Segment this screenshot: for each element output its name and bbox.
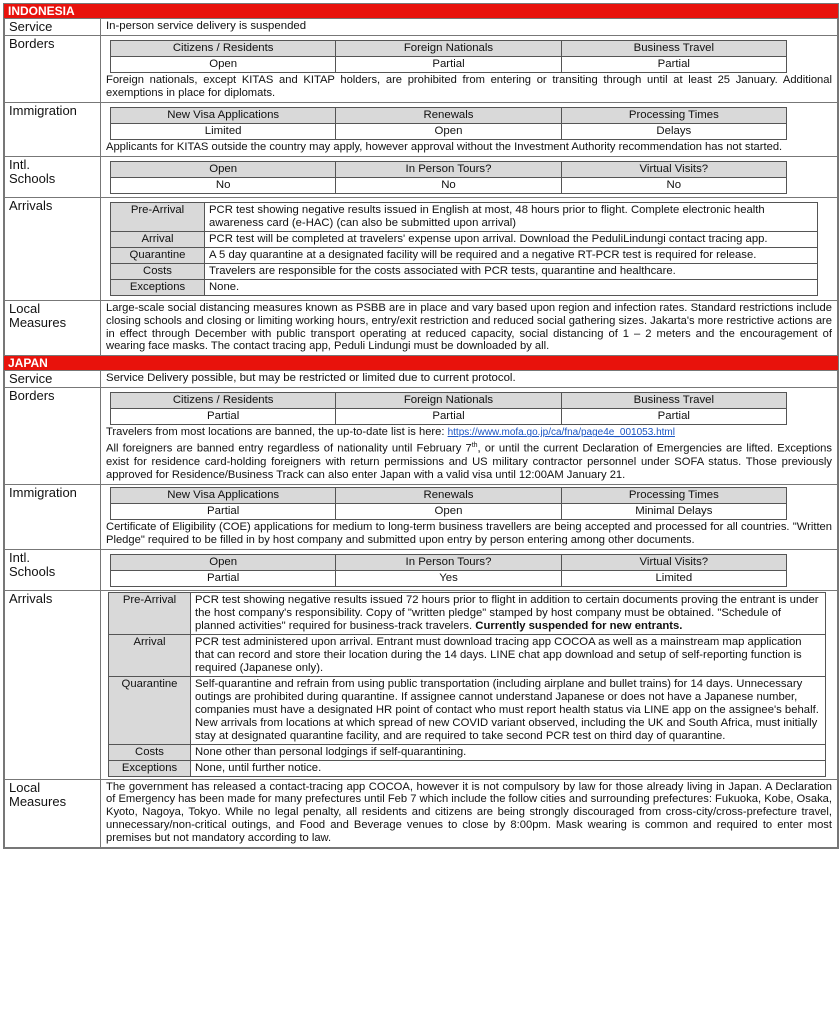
status-value: Open — [336, 123, 561, 139]
service-text: Service Delivery possible, but may be restricted or limited due to current protocol. — [101, 371, 838, 388]
indonesia-local-row — [5, 300, 838, 356]
column-header: Foreign Nationals — [336, 41, 561, 57]
arrival-step-label: Quarantine — [109, 676, 191, 744]
arrival-step-text: A 5 day quarantine at a designated facility will be required and a negative RT-PCR test is required for release. — [205, 247, 818, 263]
status-value: Open — [336, 503, 561, 519]
borders-note: Foreign nationals, except KITAS and KITAP holders, are prohibited from entering or transiting through until at least 25 January. Additional exemptions in place for diplomats. — [106, 74, 832, 99]
row-label: Immigration — [5, 102, 101, 156]
arrival-step-label: Costs — [111, 263, 205, 279]
status-value: Partial — [111, 570, 336, 586]
arrival-step-label: Exceptions — [111, 279, 205, 295]
row-label: Borders — [5, 36, 101, 103]
country-header-japan: JAPAN — [4, 356, 838, 371]
status-value: Partial — [561, 409, 786, 425]
arrival-step-text: Travelers are responsible for the costs associated with PCR tests, quarantine and healthcare. — [205, 263, 818, 279]
service-text: In-person service delivery is suspended — [101, 19, 838, 36]
status-value: No — [336, 177, 561, 193]
status-value: Open — [111, 57, 336, 73]
arrival-step-label: Quarantine — [111, 247, 205, 263]
column-header: Virtual Visits? — [561, 161, 786, 177]
arrival-step-label: Arrival — [109, 634, 191, 676]
japan-schools-row — [5, 549, 838, 590]
column-header: Renewals — [336, 487, 561, 503]
mofa-link[interactable]: https://www.mofa.go.jp/ca/fna/page4e_001053.html — [447, 427, 675, 439]
arrival-step-label: Arrival — [111, 231, 205, 247]
arrival-step-label: Pre-Arrival — [109, 592, 191, 634]
column-header: Open — [111, 554, 336, 570]
borders-note-detail: All foreigners are banned entry regardless of nationality until February 7th, or until the current Declaration of Emergencies are lifted. Exceptions exist for residence card-holding foreigners with return permissions and US military contractor personnel under SOFA status. Those previously approved for Residence/Business Track can also enter Japan with a valid visa until 12:00AM January 21. — [106, 442, 832, 481]
status-value: Partial — [336, 57, 561, 73]
country-header-indonesia: INDONESIA — [4, 4, 838, 19]
suspended-notice: Currently suspended for new entrants. — [475, 619, 683, 632]
japan-borders-row — [5, 388, 838, 484]
indonesia-table — [4, 19, 838, 356]
arrivals-table — [108, 592, 826, 777]
row-label: Local Measures — [5, 779, 101, 848]
arrival-step-text: PCR test will be completed at travelers' expense upon arrival. Download the PeduliLindungi contact tracing app. — [205, 231, 818, 247]
arrival-step-label: Pre-Arrival — [111, 202, 205, 231]
row-label: Intl. Schools — [5, 156, 101, 197]
japan-immigration-row — [5, 484, 838, 549]
row-label: Service — [5, 371, 101, 388]
japan-service-row — [5, 371, 838, 388]
column-header: Citizens / Residents — [111, 393, 336, 409]
status-value: No — [111, 177, 336, 193]
status-value: Partial — [111, 503, 336, 519]
status-value: Delays — [561, 123, 786, 139]
column-header: New Visa Applications — [111, 487, 336, 503]
local-measures-text: Large-scale social distancing measures known as PSBB are in place and vary based upon region and infection rates. Standard restrictions include closing schools and closing or limiting working hours, entry/exit restriction and reduced social gathering sizes. Jakarta's more restrictive actions are in effect through December with public transport operating at reduced capacity, social distancing of 1 – 2 meters and the encouragement of wearing face masks. The contact tracing app, Peduli Lindungi must be downloaded by all. — [106, 301, 832, 353]
schools-status-table — [110, 161, 787, 194]
status-value: No — [561, 177, 786, 193]
row-label: Arrivals — [5, 590, 101, 779]
immigration-status-table — [110, 487, 787, 520]
status-value: Limited — [561, 570, 786, 586]
arrivals-table — [110, 202, 818, 296]
column-header: Citizens / Residents — [111, 41, 336, 57]
indonesia-service-row — [5, 19, 838, 36]
column-header: In Person Tours? — [336, 554, 561, 570]
status-value: Yes — [336, 570, 561, 586]
status-value: Limited — [111, 123, 336, 139]
status-value: Partial — [561, 57, 786, 73]
arrival-step-text: PCR test administered upon arrival. Entrant must download tracing app COCOA as well as a mainstream map application that can record and store their location during the 14 days. LINE chat app download and setup of self-reporting function is required (Japanese only). — [191, 634, 826, 676]
arrival-step-text: None, until further notice. — [191, 760, 826, 776]
status-value: Minimal Delays — [561, 503, 786, 519]
column-header: Renewals — [336, 107, 561, 123]
indonesia-borders-row — [5, 36, 838, 103]
row-label: Service — [5, 19, 101, 36]
column-header: Business Travel — [561, 41, 786, 57]
indonesia-schools-row — [5, 156, 838, 197]
arrival-step-text: PCR test showing negative results issued 72 hours prior to flight in addition to certain documents proving the entrant is under the host company's responsibility. Copy of "written pledge" stamped by host company must be obtained. "Schedule of planned activities" required for business-track travelers. Currently suspended for new entrants. — [191, 592, 826, 634]
column-header: Processing Times — [561, 487, 786, 503]
local-measures-text: The government has released a contact-tracing app COCOA, however it is not compulsory by law for those already living in Japan. A Declaration of Emergency has been made for many prefectures until Feb 7 which include the follow cities and surrounding prefectures: Fukuoka, Kobe, Osaka, Kyoto, Nagoya, Tokyo. While no legal penalty, all residents and citizens are being strongly discouraged from cross-city/cross-prefecture travel, unnecessary/non-critical outings, and Food and Beverage venues to close by 8:00pm. Mask wearing is common and required to enter most premises but not mandatory according to law. — [106, 780, 832, 845]
arrival-step-text: Self-quarantine and refrain from using public transportation (including airplane and bullet trains) for 14 days. Unnecessary outings are prohibited during quarantine. If assignee cannot understand Japanese or does not have a Japanese number, companies must have a designated HR point of contact who must report health status via LINE app on the assignee's behalf. New arrivals from locations at which spread of new COVID variant observed, including the UK and South Africa, must initially stay at designated quarantine facility, and are required to take second PCR test on third day of quarantine. — [191, 676, 826, 744]
arrival-step-text: PCR test showing negative results issued in English at most, 48 hours prior to flight. Complete electronic health awareness card (e-HAC) (can also be submitted upon arrival) — [205, 202, 818, 231]
immigration-status-table — [110, 107, 787, 140]
row-label: Local Measures — [5, 300, 101, 356]
schools-status-table — [110, 554, 787, 587]
indonesia-arrivals-row — [5, 197, 838, 300]
arrival-step-text: None other than personal lodgings if self-quarantining. — [191, 744, 826, 760]
row-label: Immigration — [5, 484, 101, 549]
status-value: Partial — [111, 409, 336, 425]
column-header: Business Travel — [561, 393, 786, 409]
japan-arrivals-row — [5, 590, 838, 779]
column-header: Foreign Nationals — [336, 393, 561, 409]
borders-status-table — [110, 392, 787, 425]
travel-restrictions-document — [3, 3, 839, 849]
japan-table — [4, 371, 838, 848]
arrival-step-text: None. — [205, 279, 818, 295]
column-header: Open — [111, 161, 336, 177]
immigration-note: Applicants for KITAS outside the country may apply, however approval without the Investment Authority recommendation has not started. — [106, 140, 783, 153]
row-label: Borders — [5, 388, 101, 484]
column-header: In Person Tours? — [336, 161, 561, 177]
arrival-step-label: Exceptions — [109, 760, 191, 776]
japan-local-row — [5, 779, 838, 848]
row-label: Intl. Schools — [5, 549, 101, 590]
column-header: Virtual Visits? — [561, 554, 786, 570]
row-label: Arrivals — [5, 197, 101, 300]
immigration-note: Certificate of Eligibility (COE) applications for medium to long-term business travellers are being accepted and processed for all countries. "Written Pledge" required to be filled in by host company and submitted upon entry by person entering among other documents. — [106, 520, 832, 546]
indonesia-immigration-row — [5, 102, 838, 156]
status-value: Partial — [336, 409, 561, 425]
column-header: Processing Times — [561, 107, 786, 123]
arrival-step-label: Costs — [109, 744, 191, 760]
column-header: New Visa Applications — [111, 107, 336, 123]
borders-note: Travelers from most locations are banned, the up-to-date list is here: https://www.mofa.go.jp/ca/fna/page4e_001053.html — [106, 426, 675, 439]
borders-status-table — [110, 40, 787, 73]
